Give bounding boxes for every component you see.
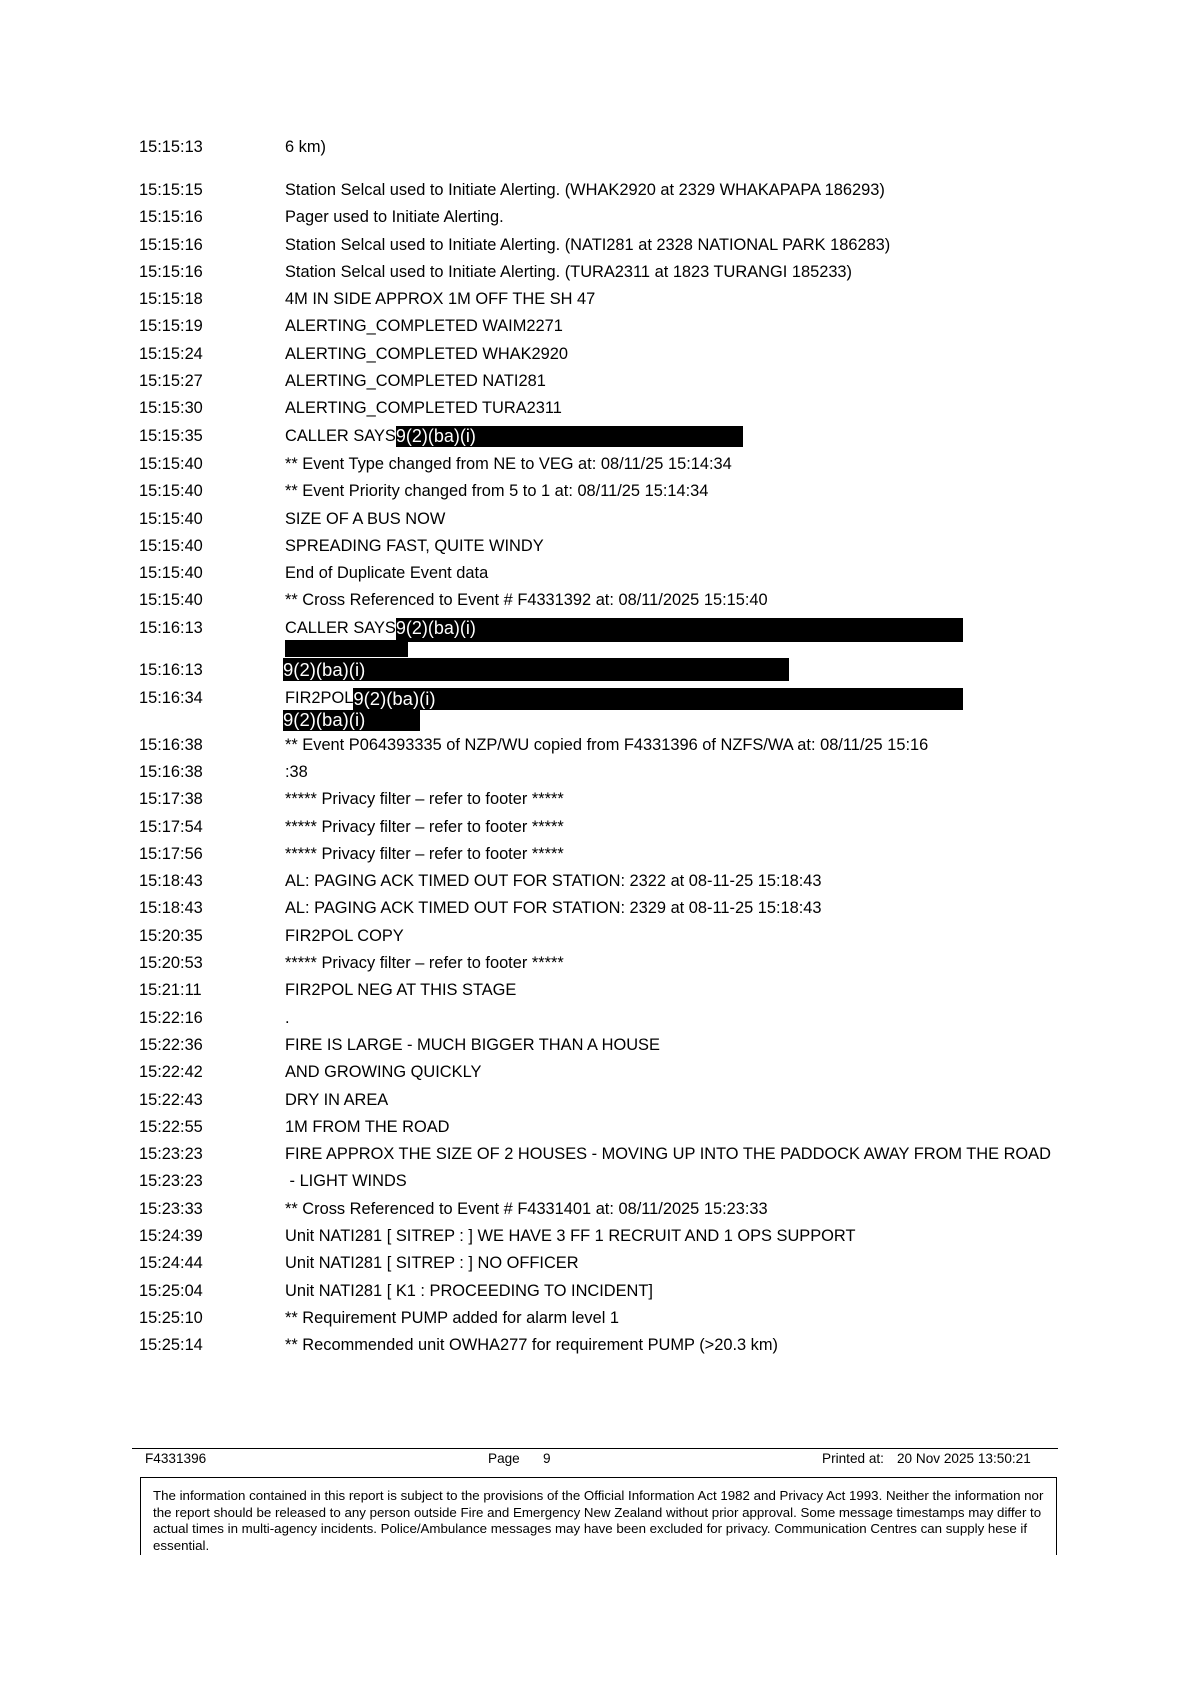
log-message: ** Event P064393335 of NZP/WU copied from F4331396 of NZFS/WA at: 08/11/25 15:16 xyxy=(285,735,929,754)
log-time: 15:22:16 xyxy=(139,1008,203,1027)
log-message: :38 xyxy=(285,762,308,781)
redaction-block: 9(2)(ba)(i) xyxy=(396,618,963,642)
log-message: - LIGHT WINDS xyxy=(285,1172,407,1191)
log-message: Station Selcal used to Initiate Alerting. (TURA2311 at 1823 TURANGI 185233) xyxy=(285,262,853,281)
log-time: 15:18:43 xyxy=(139,872,203,891)
log-row xyxy=(139,207,1059,227)
log-time: 15:15:16 xyxy=(139,262,203,281)
log-message: AL: PAGING ACK TIMED OUT FOR STATION: 2329 at 08-11-25 15:18:43 xyxy=(285,899,822,918)
log-row xyxy=(139,590,1059,610)
log-time: 15:15:27 xyxy=(139,372,203,391)
log-time: 15:25:10 xyxy=(139,1308,203,1327)
log-row xyxy=(139,789,1059,809)
log-message: FIRE IS LARGE - MUCH BIGGER THAN A HOUSE xyxy=(285,1035,660,1054)
log-row xyxy=(139,481,1059,501)
log-message: FIR2POL NEG AT THIS STAGE xyxy=(285,981,517,1000)
log-row xyxy=(139,316,1059,336)
log-row xyxy=(139,289,1059,309)
log-row xyxy=(139,344,1059,364)
page-footer xyxy=(145,1451,1045,1469)
log-message-wrap xyxy=(285,618,1059,642)
log-row xyxy=(139,1062,1059,1082)
log-time: 15:15:24 xyxy=(139,344,203,363)
log-row xyxy=(139,180,1059,200)
log-message: ALERTING_COMPLETED WAIM2271 xyxy=(285,317,563,336)
log-message: ALERTING_COMPLETED TURA2311 xyxy=(285,399,562,418)
event-log xyxy=(139,137,1059,1362)
log-message: ***** Privacy filter – refer to footer ***** xyxy=(285,844,564,863)
log-message: Unit NATI281 [ K1 : PROCEEDING TO INCIDENT] xyxy=(285,1281,653,1300)
log-message: FIRE APPROX THE SIZE OF 2 HOUSES - MOVING UP INTO THE PADDOCK AWAY FROM THE ROAD xyxy=(285,1145,1051,1164)
log-time: 15:17:56 xyxy=(139,844,203,863)
log-row xyxy=(139,926,1059,946)
log-message: 6 km) xyxy=(285,138,326,156)
log-row xyxy=(139,509,1059,529)
log-message: Unit NATI281 [ SITREP : ] WE HAVE 3 FF 1 RECRUIT AND 1 OPS SUPPORT xyxy=(285,1226,856,1245)
log-row xyxy=(139,762,1059,782)
log-message: ***** Privacy filter – refer to footer ***** xyxy=(285,954,564,973)
log-message: ** Recommended unit OWHA277 for requirement PUMP (>20.3 km) xyxy=(285,1336,778,1355)
log-time: 15:15:15 xyxy=(139,181,203,199)
log-message-wrap xyxy=(285,688,1059,731)
log-time: 15:23:23 xyxy=(139,1172,203,1191)
log-message: ALERTING_COMPLETED WHAK2920 xyxy=(285,344,568,363)
log-time: 15:25:14 xyxy=(139,1336,203,1355)
footer-divider xyxy=(132,1448,1058,1449)
log-time: 15:22:36 xyxy=(139,1035,203,1054)
log-row xyxy=(139,454,1059,474)
log-time: 15:24:39 xyxy=(139,1226,203,1245)
disclaimer-notice: The information contained in this report is subject to the provisions of the Official Information Act 1982 and Privacy Act 1993. Neither the information nor the report should be released to any person outside Fire and Emergency New Zealand without prior approval. Some message timestamps may differ to actual times in multi-agency incidents. Police/Ambulance messages may have been excluded for privacy. Communication Centres can supply hese if essential. xyxy=(140,1477,1057,1555)
log-row xyxy=(139,1226,1059,1246)
log-message: ** Cross Referenced to Event # F4331401 at: 08/11/2025 15:23:33 xyxy=(285,1199,768,1218)
log-message-wrap xyxy=(283,660,1059,681)
log-time: 15:22:42 xyxy=(139,1063,203,1082)
log-time: 15:15:16 xyxy=(139,235,203,254)
log-time: 15:21:11 xyxy=(139,981,202,1000)
log-time: 15:15:30 xyxy=(139,399,203,418)
log-time: 15:16:38 xyxy=(139,735,203,754)
log-row xyxy=(139,980,1059,1000)
log-row xyxy=(139,1281,1059,1301)
log-message: FIR2POL COPY xyxy=(285,926,404,945)
log-row xyxy=(139,871,1059,891)
log-time: 15:16:38 xyxy=(139,762,203,781)
redaction-block: 9(2)(ba)(i) xyxy=(396,426,743,447)
log-message: ** Cross Referenced to Event # F4331392 at: 08/11/2025 15:15:40 xyxy=(285,591,768,610)
log-row xyxy=(139,563,1059,583)
log-message: FIR2POL xyxy=(285,689,354,708)
log-message: 1M FROM THE ROAD xyxy=(285,1117,450,1136)
log-time: 15:25:04 xyxy=(139,1281,203,1300)
log-message: SPREADING FAST, QUITE WINDY xyxy=(285,536,544,555)
log-message: DRY IN AREA xyxy=(285,1090,389,1109)
log-message: ** Event Type changed from NE to VEG at: 08/11/25 15:14:34 xyxy=(285,454,732,473)
log-time: 15:16:13 xyxy=(139,618,203,637)
log-time: 15:22:43 xyxy=(139,1090,203,1109)
log-row xyxy=(139,1144,1059,1164)
log-row xyxy=(139,1035,1059,1055)
log-row xyxy=(139,688,1059,731)
log-message: Pager used to Initiate Alerting. xyxy=(285,208,504,227)
log-time: 15:15:40 xyxy=(139,482,203,501)
log-message: CALLER SAYS xyxy=(285,618,396,637)
log-time: 15:15:40 xyxy=(139,509,203,528)
log-time: 15:20:35 xyxy=(139,926,203,945)
log-message: SIZE OF A BUS NOW xyxy=(285,509,446,528)
log-time: 15:24:44 xyxy=(139,1254,203,1273)
redaction-block: 9(2)(ba)(i) xyxy=(353,688,963,710)
log-message: ** Requirement PUMP added for alarm level 1 xyxy=(285,1308,620,1327)
footer-page-number: 9 xyxy=(543,1451,551,1466)
log-row xyxy=(139,953,1059,973)
log-time: 15:15:40 xyxy=(139,564,203,583)
log-time: 15:20:53 xyxy=(139,954,203,973)
log-time: 15:17:38 xyxy=(139,790,203,809)
log-time: 15:15:40 xyxy=(139,591,203,610)
log-row xyxy=(139,844,1059,864)
log-row xyxy=(139,817,1059,837)
log-message: End of Duplicate Event data xyxy=(285,564,489,583)
log-row xyxy=(139,660,1059,681)
log-time: 15:17:54 xyxy=(139,817,203,836)
log-row xyxy=(139,426,1059,447)
log-row xyxy=(139,398,1059,418)
log-time: 15:22:55 xyxy=(139,1117,203,1136)
log-row xyxy=(139,137,1059,157)
log-time: 15:15:40 xyxy=(139,536,203,555)
log-row xyxy=(139,1308,1059,1328)
redaction-block: 9(2)(ba)(i) xyxy=(283,658,789,681)
log-time: 15:15:13 xyxy=(139,138,203,156)
log-row xyxy=(139,536,1059,556)
redaction-block: 9(2)(ba)(i) xyxy=(283,710,420,731)
log-message: 4M IN SIDE APPROX 1M OFF THE SH 47 xyxy=(285,290,596,309)
log-row xyxy=(139,735,1059,755)
footer-page-label: Page xyxy=(488,1451,520,1466)
footer-printed-label: Printed at: xyxy=(822,1451,884,1466)
log-message: ALERTING_COMPLETED NATI281 xyxy=(285,372,546,391)
log-time: 15:15:18 xyxy=(139,290,203,309)
log-time: 15:15:40 xyxy=(139,454,203,473)
redaction-block-edge xyxy=(285,640,408,657)
log-message: Station Selcal used to Initiate Alerting. (WHAK2920 at 2329 WHAKAPAPA 186293) xyxy=(285,181,885,199)
log-time: 15:16:34 xyxy=(139,689,203,708)
log-row xyxy=(139,235,1059,255)
log-time: 15:23:33 xyxy=(139,1199,203,1218)
log-row xyxy=(139,1335,1059,1355)
log-row xyxy=(139,898,1059,918)
log-row xyxy=(139,1090,1059,1110)
log-time: 15:18:43 xyxy=(139,899,203,918)
log-message: Unit NATI281 [ SITREP : ] NO OFFICER xyxy=(285,1254,579,1273)
log-message-line xyxy=(285,688,1059,710)
log-row xyxy=(139,618,1059,653)
log-row xyxy=(139,1199,1059,1219)
log-message: CALLER SAYS xyxy=(285,426,396,445)
log-time: 15:16:13 xyxy=(139,661,203,680)
log-row xyxy=(139,262,1059,282)
log-message: ***** Privacy filter – refer to footer ***** xyxy=(285,817,564,836)
log-message-wrap xyxy=(285,426,1059,447)
log-row xyxy=(139,371,1059,391)
log-message: Station Selcal used to Initiate Alerting. (NATI281 at 2328 NATIONAL PARK 186283) xyxy=(285,235,891,254)
footer-event-id: F4331396 xyxy=(145,1451,207,1466)
log-time: 15:15:35 xyxy=(139,426,203,445)
log-time: 15:15:19 xyxy=(139,317,203,336)
log-time: 15:15:16 xyxy=(139,208,203,227)
log-message: AL: PAGING ACK TIMED OUT FOR STATION: 2322 at 08-11-25 15:18:43 xyxy=(285,872,822,891)
log-message: AND GROWING QUICKLY xyxy=(285,1063,482,1082)
log-time: 15:23:23 xyxy=(139,1145,203,1164)
log-row xyxy=(139,1117,1059,1137)
log-message: . xyxy=(285,1008,290,1027)
log-message: ** Event Priority changed from 5 to 1 at: 08/11/25 15:14:34 xyxy=(285,482,709,501)
footer-printed-value: 20 Nov 2025 13:50:21 xyxy=(897,1451,1031,1466)
log-message: ***** Privacy filter – refer to footer ***** xyxy=(285,790,564,809)
log-row xyxy=(139,1171,1059,1191)
log-row xyxy=(139,1008,1059,1028)
log-row xyxy=(139,1253,1059,1273)
